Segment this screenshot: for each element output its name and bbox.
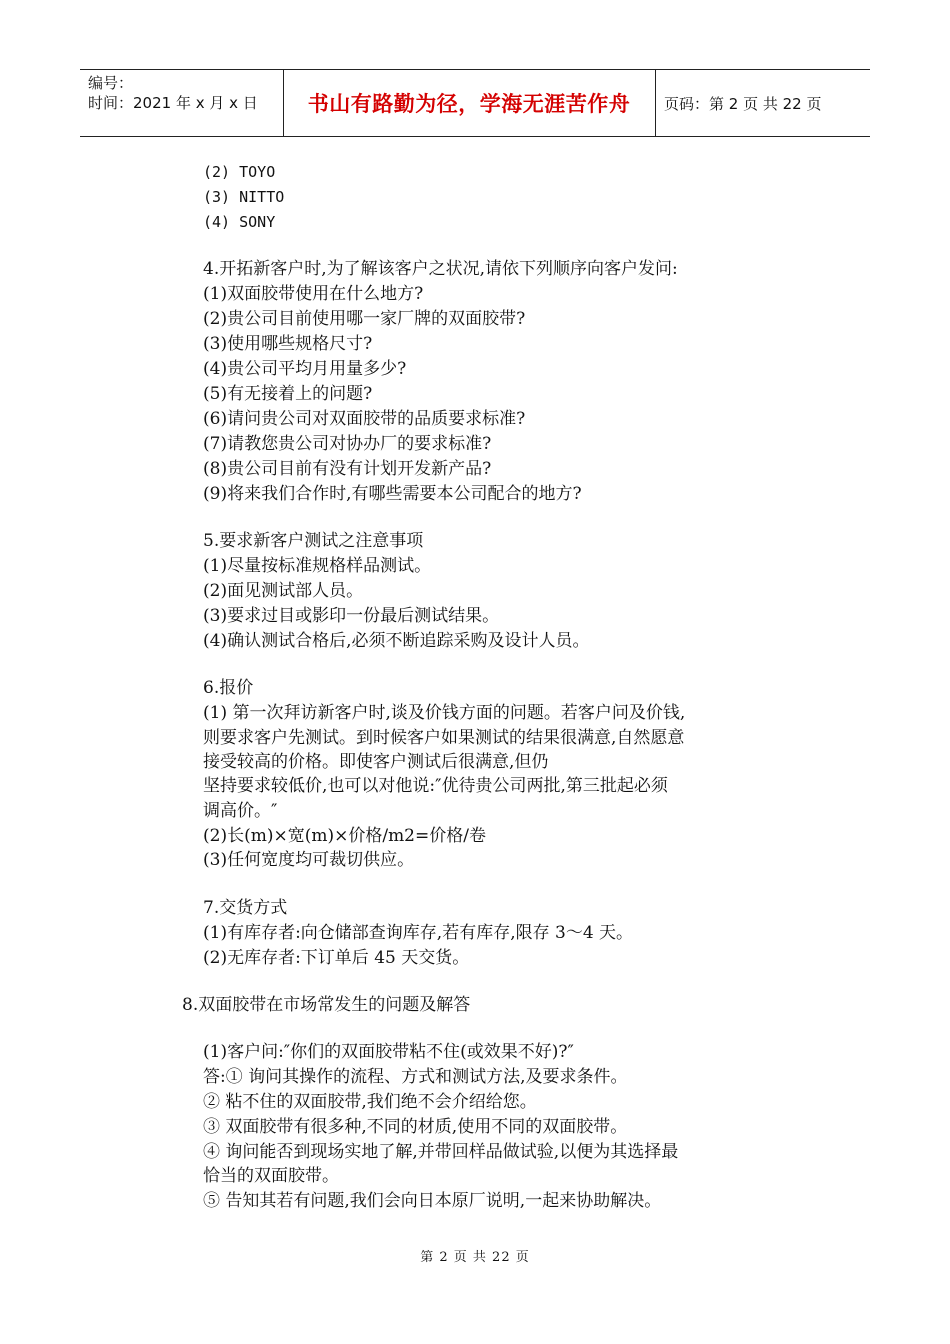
header-divider [655, 70, 656, 136]
section-heading: 5.要求新客户测试之注意事项 [203, 531, 424, 551]
section-heading: 8.双面胶带在市场常发生的问题及解答 [182, 995, 471, 1015]
list-item: (9)将来我们合作时,有哪些需要本公司配合的地方? [203, 484, 582, 504]
list-item: (1)有库存者:向仓储部查询库存,若有库存,限存 3～4 天。 [203, 923, 634, 943]
page-header [80, 69, 870, 137]
list-item: (2)面见测试部人员。 [203, 581, 364, 601]
paragraph-line: 则要求客户先测试。到时候客户如果测试的结果很满意,自然愿意 [203, 728, 685, 748]
list-item: (1)尽量按标准规格样品测试。 [203, 556, 432, 576]
list-item: (7)请教您贵公司对协办厂的要求标准? [203, 434, 492, 454]
list-item: (6)请问贵公司对双面胶带的品质要求标准? [203, 409, 526, 429]
brand-list-item: (4) SONY [203, 213, 276, 231]
paragraph-line: 坚持要求较低价,也可以对他说:″优待贵公司两批,第三批起必须 [203, 776, 668, 796]
list-item: (1)双面胶带使用在什么地方? [203, 284, 424, 304]
header-meta [88, 73, 258, 113]
header-page-number: 页码：第 2 页 共 22 页 [664, 95, 822, 113]
list-item: (3)任何宽度均可裁切供应。 [203, 850, 415, 870]
paragraph-line: (1) 第一次拜访新客户时,谈及价钱方面的问题。若客户问及价钱, [203, 703, 686, 723]
section-heading: 7.交货方式 [203, 898, 288, 918]
section-heading: 4.开拓新客户时,为了解该客户之状况,请依下列顺序向客户发问: [203, 259, 678, 279]
header-motto: 书山有路勤为径，学海无涯苦作舟 [307, 92, 631, 116]
document-number: 编号： [88, 74, 134, 92]
question-line: (1)客户问:″你们的双面胶带粘不住(或效果不好)?″ [203, 1042, 574, 1062]
list-item: (5)有无接着上的问题? [203, 384, 373, 404]
list-item: (3)使用哪些规格尺寸? [203, 334, 373, 354]
list-item: (8)贵公司目前有没有计划开发新产品? [203, 459, 492, 479]
answer-line: 恰当的双面胶带。 [203, 1166, 339, 1186]
answer-line: ④ 询问能否到现场实地了解,并带回样品做试验,以便为其选择最 [203, 1142, 679, 1162]
answer-line: ⑤ 告知其若有问题,我们会向日本原厂说明,一起来协助解决。 [203, 1191, 662, 1211]
paragraph-line: 调高价。″ [203, 801, 278, 821]
list-item: (2)无库存者:下订单后 45 天交货。 [203, 948, 470, 968]
answer-line: ③ 双面胶带有很多种,不同的材质,使用不同的双面胶带。 [203, 1117, 628, 1137]
section-heading: 6.报价 [203, 678, 254, 698]
list-item: (2)长(m)×宽(m)×价格/m2=价格/卷 [203, 826, 486, 846]
page-footer: 第 2 页 共 22 页 [420, 1250, 530, 1265]
list-item: (2)贵公司目前使用哪一家厂牌的双面胶带? [203, 309, 526, 329]
list-item: (4)确认测试合格后,必须不断追踪采购及设计人员。 [203, 631, 590, 651]
brand-list-item: (2) TOYO [203, 163, 276, 181]
answer-line: 答:① 询问其操作的流程、方式和测试方法,及要求条件。 [203, 1067, 628, 1087]
list-item: (3)要求过目或影印一份最后测试结果。 [203, 606, 500, 626]
brand-list-item: (3) NITTO [203, 188, 285, 206]
paragraph-line: 接受较高的价格。即使客户测试后很满意,但仍 [203, 752, 549, 772]
list-item: (4)贵公司平均月用量多少? [203, 359, 407, 379]
document-date: 时间：2021 年 x 月 x 日 [88, 94, 258, 112]
answer-line: ② 粘不住的双面胶带,我们绝不会介绍给您。 [203, 1092, 537, 1112]
